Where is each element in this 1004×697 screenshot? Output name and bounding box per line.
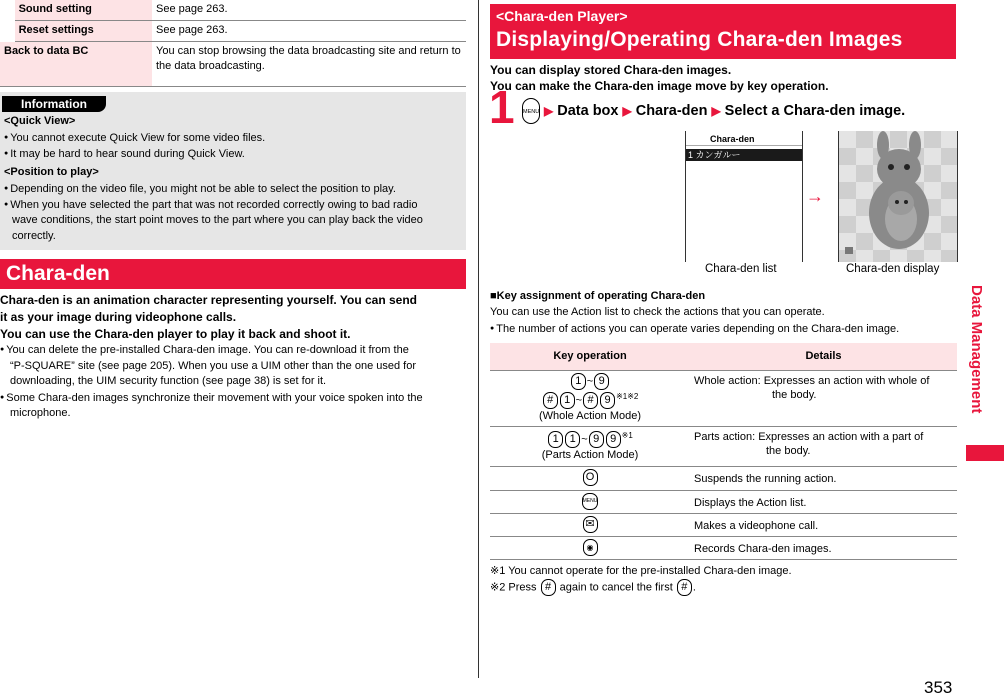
step-instruction: MENU ▶ Data box ▶ Chara-den ▶ Select a Chara-den image. xyxy=(522,98,905,124)
side-tab-label: Data Management xyxy=(968,285,985,414)
chara-den-list-screen xyxy=(685,131,803,262)
caption-display: Chara-den display xyxy=(846,263,940,275)
key-assignment-bullet: ● The number of actions you can operate varies depending on the Chara-den image. xyxy=(490,323,899,335)
table-header xyxy=(490,343,957,370)
hash-key-icon: # xyxy=(541,579,556,596)
setting-key: Back to data BC xyxy=(0,42,152,87)
position-heading: <Position to play> xyxy=(4,166,99,178)
kangaroo-icon xyxy=(839,131,957,262)
chara-den-bullets xyxy=(0,342,466,422)
screen-title: Chara-den xyxy=(686,133,802,146)
table-row xyxy=(490,536,957,559)
settings-table xyxy=(0,0,466,87)
setting-key: Sound setting xyxy=(15,0,152,21)
table-row xyxy=(490,513,957,536)
details-cell: Parts action: Expresses an action with a part of the body. xyxy=(690,426,957,466)
key-cell xyxy=(490,536,690,559)
table-row xyxy=(490,426,957,466)
table-row xyxy=(0,0,466,21)
details-cell: Records Chara-den images. xyxy=(690,536,957,559)
transition-arrow-icon: → xyxy=(806,186,824,206)
list-item: ● Some Chara-den images synchronize their movement with your voice spoken into the microphone. xyxy=(0,390,466,422)
column-divider xyxy=(478,0,479,678)
setting-value: See page 263. xyxy=(152,21,466,42)
footnote-2: ※2 Press # again to cancel the first # . xyxy=(490,579,696,596)
arrow-right-icon: ▶ xyxy=(622,104,632,118)
info-bullet: ● You cannot execute Quick View for some video files. xyxy=(4,130,265,146)
quick-view-heading: <Quick View> xyxy=(4,115,76,127)
key-assignment-text: You can use the Action list to check the actions that you can operate. xyxy=(490,306,825,318)
info-bullet: ● It may be hard to hear sound during Quick View. xyxy=(4,146,245,162)
details-cell: Suspends the running action. xyxy=(690,466,957,490)
table-row xyxy=(0,21,466,42)
player-title-bar xyxy=(490,4,956,59)
list-item: ● You can delete the pre-installed Chara-den image. You can re-download it from the “P-SQUARE” site (see page 205). When you use a UIM other than the one used for downloading, the UIM security function (see page 38) is set for it. xyxy=(0,342,466,390)
setting-value: You can stop browsing the data broadcasting site and return to the data broadcasting. xyxy=(152,42,466,87)
side-tab-marker xyxy=(966,445,1004,461)
menu-key-icon: MENU xyxy=(582,493,599,510)
key-cell xyxy=(490,466,690,490)
player-subtitle: <Chara-den Player> xyxy=(496,8,628,24)
setting-key: Reset settings xyxy=(15,21,152,42)
key-cell xyxy=(490,490,690,513)
table-row xyxy=(490,370,957,426)
menu-key-icon: MENU xyxy=(522,98,540,124)
chara-den-display-screen xyxy=(838,131,958,262)
step-number: 1 xyxy=(489,81,515,133)
camera-key-icon: ◉ xyxy=(583,539,598,556)
key-assignment-heading: ■Key assignment of operating Chara-den xyxy=(490,290,706,302)
chara-den-title: Chara-den xyxy=(0,259,466,289)
arrow-right-icon: ▶ xyxy=(544,104,554,118)
key-cell: 1 ~ 9 # 1 ~ # 9 $^{※1※2}$ (Whole Action Mode) xyxy=(490,370,690,426)
table-row xyxy=(490,466,957,490)
column-header: Details xyxy=(690,343,957,370)
info-bullet-cont: correctly. xyxy=(12,230,56,242)
info-bullet: ● When you have selected the part that was not recorded correctly owing to bad radio xyxy=(4,197,417,213)
selected-list-item: 1 カンガルー xyxy=(686,149,802,161)
info-bullet-cont: wave conditions, the start point moves to the part where you can play back the video xyxy=(12,214,423,226)
key-cell xyxy=(490,513,690,536)
hash-key-icon: # xyxy=(677,579,692,596)
arrow-right-icon: ▶ xyxy=(711,104,721,118)
enter-key-icon: O xyxy=(583,469,598,486)
mail-key-icon: ✉ xyxy=(583,516,598,533)
details-cell: Whole action: Expresses an action with whole of the body. xyxy=(690,370,957,426)
table-row xyxy=(0,42,466,87)
table-row xyxy=(490,490,957,513)
player-title: Displaying/Operating Chara-den Images xyxy=(496,28,903,51)
chara-den-intro: Chara-den is an animation character representing yourself. You can send it as your image during videophone calls. You can use the Chara-den player to play it back and shoot it. xyxy=(0,293,418,341)
page-number: 353 xyxy=(924,678,953,697)
key-cell: 1 1 ~ 9 9 $^{※1}$ (Parts Action Mode) xyxy=(490,426,690,466)
caption-list: Chara-den list xyxy=(705,263,777,275)
footnote-1: ※1 You cannot operate for the pre-installed Chara-den image. xyxy=(490,565,792,577)
setting-value: See page 263. xyxy=(152,0,466,21)
player-intro: You can display stored Chara-den images. You can make the Chara-den image move by key operation. xyxy=(490,63,829,93)
details-cell: Displays the Action list. xyxy=(690,490,957,513)
key-operation-table xyxy=(490,343,957,560)
information-tab: Information xyxy=(2,96,106,112)
column-header: Key operation xyxy=(490,343,690,370)
info-bullet: ● Depending on the video file, you might not be able to select the position to play. xyxy=(4,181,396,197)
details-cell: Makes a videophone call. xyxy=(690,513,957,536)
information-box xyxy=(0,92,466,250)
